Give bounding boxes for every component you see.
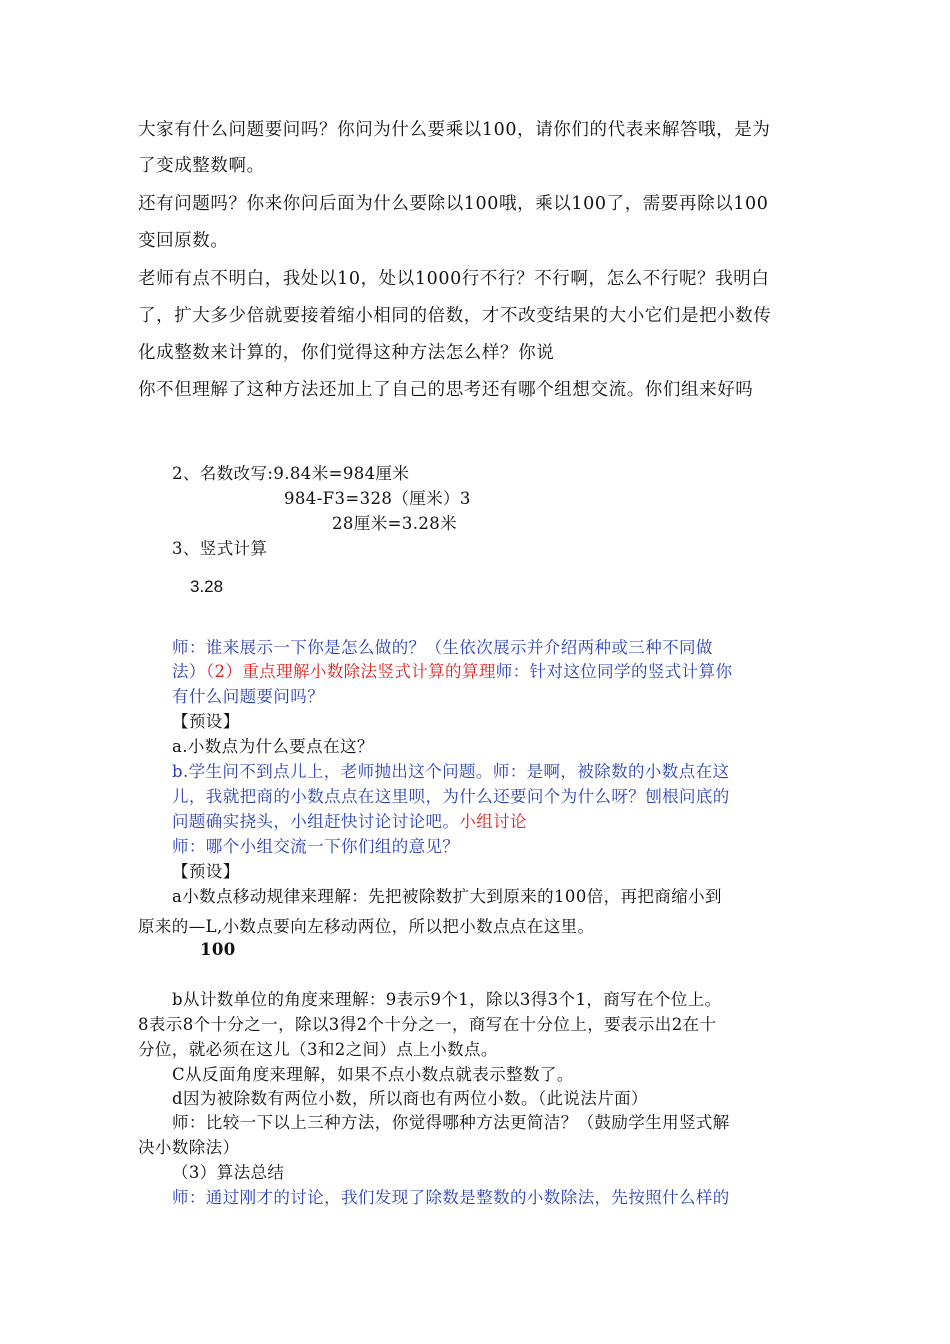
intro-line-2: 了变成整数啊。 bbox=[138, 156, 265, 176]
preset-b-explain-3: 分位，就必须在这儿（3和2之间）点上小数点。 bbox=[138, 1040, 498, 1059]
compare-line-2: 决小数除法） bbox=[138, 1138, 240, 1157]
intro-line-4: 变回原数。 bbox=[138, 231, 229, 251]
section-2-line-3: 28厘米=3.28米 bbox=[332, 514, 458, 533]
preset-b-line-1 bbox=[172, 764, 729, 781]
preset-b-line-3-a: 问题确实挠头，小组赶快讨论讨论吧。 bbox=[172, 812, 460, 831]
intro-line-5: 老师有点不明白，我处以10，处以1000行不行？不行啊，怎么不行呢？我明白 bbox=[138, 269, 770, 289]
intro-line-6: 了，扩大多少倍就要接着缩小相同的倍数，才不改变结果的大小它们是把小数传 bbox=[138, 306, 772, 326]
teacher-line-2-a: 法） bbox=[172, 662, 206, 681]
section-2-title: 2、名数改写:9.84米=984厘米 bbox=[172, 464, 410, 483]
section-heading-2: （2）重点理解小数除法竖式计算的算理 bbox=[205, 662, 496, 681]
preset-label-2: 【预设】 bbox=[172, 862, 240, 881]
teacher-line-2-c: 师：针对这位同学的竖式计算你 bbox=[495, 662, 733, 681]
preset-c: C从反面角度来理解，如果不点小数点就表示整数了。 bbox=[172, 1065, 574, 1084]
preset-b-line-2: 儿，我就把商的小数点点在这里呗，为什么还要问个为什么呀？刨根问底的 bbox=[172, 787, 730, 806]
quotient-value: 3.28 bbox=[190, 577, 224, 596]
group-discussion-label: 小组讨论 bbox=[459, 812, 527, 831]
intro-line-3: 还有问题吗？你来你问后面为什么要除以100哦，乘以100了，需要再除以100 bbox=[138, 194, 769, 214]
preset-b-explain-2: 8表示8个十分之一，除以3得2个十分之一，商写在十分位上，要表示出2在十 bbox=[138, 1015, 717, 1034]
section-3-summary-heading: （3）算法总结 bbox=[172, 1163, 285, 1182]
preset-label-1: 【预设】 bbox=[172, 712, 240, 731]
preset-b-line-1-b: 师：是啊，被除数的小数点在这 bbox=[492, 762, 730, 781]
preset-a: a.小数点为什么要点在这？ bbox=[172, 737, 374, 756]
section-2-line-2: 984-F3=328（厘米）3 bbox=[284, 489, 471, 508]
intro-line-1: 大家有什么问题要问吗？你问为什么要乘以100，请你们的代表来解答哦，是为 bbox=[138, 120, 771, 140]
preset-a-line-1: a小数点移动规律来理解：先把被除数扩大到原来的100倍，再把商缩小到 bbox=[172, 887, 722, 906]
preset-b-line-1-a: b.学生问不到点儿上，老师抛出这个问题。 bbox=[172, 762, 493, 781]
teacher-line-3: 有什么问题要问吗？ bbox=[172, 687, 325, 706]
preset-d: d因为被除数有两位小数，所以商也有两位小数。（此说法片面） bbox=[172, 1089, 648, 1108]
section-3-title: 3、竖式计算 bbox=[172, 539, 268, 558]
teacher-line-1: 师：谁来展示一下你是怎么做的？（生依次展示并介绍两种或三种不同做 bbox=[172, 638, 713, 657]
compare-line-1: 师：比较一下以上三种方法，你觉得哪种方法更简洁？（鼓励学生用竖式解 bbox=[172, 1113, 730, 1132]
intro-line-8: 你不但理解了这种方法还加上了自己的思考还有哪个组想交流。你们组来好吗 bbox=[138, 380, 754, 400]
fraction-denominator: 100 bbox=[200, 940, 236, 959]
preset-b-line-3 bbox=[172, 814, 527, 831]
teacher-line-4: 师：哪个小组交流一下你们组的意见？ bbox=[172, 837, 460, 856]
preset-a-line-2: 原来的—L,小数点要向左移动两位，所以把小数点点在这里。 bbox=[138, 917, 595, 936]
preset-b-explain-1: b从计数单位的角度来理解：9表示9个1，除以3得3个1，商写在个位上。 bbox=[172, 990, 722, 1009]
intro-line-7: 化成整数来计算的，你们觉得这种方法怎么样？你说 bbox=[138, 343, 555, 363]
teacher-summary-line: 师：通过刚才的讨论，我们发现了除数是整数的小数除法，先按照什么样的 bbox=[172, 1188, 730, 1207]
teacher-line-2 bbox=[172, 664, 732, 681]
